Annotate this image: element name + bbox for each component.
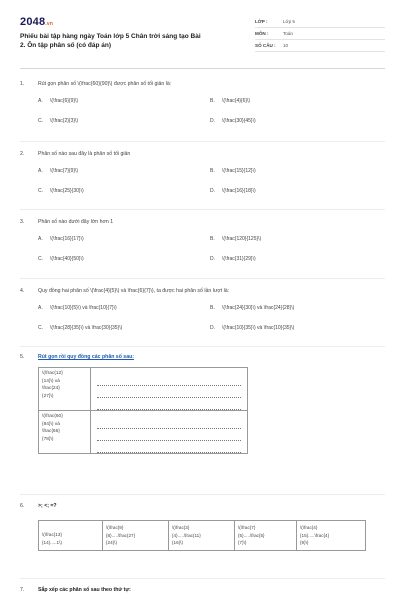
question-number: 5. bbox=[20, 354, 25, 360]
question-3 bbox=[20, 218, 385, 263]
option-text: \(\frac{28}{35}\) và \frac{30}{35}\) bbox=[50, 325, 123, 331]
cell-line: \(\frac{7} bbox=[238, 525, 256, 530]
option-letter: D. bbox=[210, 325, 215, 331]
cell-line: \(\frac{13} bbox=[42, 532, 62, 537]
header-divider bbox=[20, 68, 385, 69]
option-text: \(\frac{24}{30}\) và \frac{24}{28}\) bbox=[222, 305, 295, 311]
document-title-line-2: 2. Ôn tập phân số (có đáp án) bbox=[20, 42, 112, 49]
cell-line: \(\frac{3} bbox=[172, 525, 190, 530]
cell-line: {14}.....1\) bbox=[42, 539, 62, 545]
option-letter: B. bbox=[210, 168, 215, 174]
option-text: \(\frac{2}{3}\) bbox=[50, 118, 79, 124]
option-a[interactable] bbox=[38, 98, 210, 105]
document-title-line-1: Phiếu bài tập hàng ngày Toán lớp 5 Chân trời sáng tạo Bài bbox=[20, 33, 201, 40]
question-4 bbox=[20, 287, 385, 332]
compare-cell[interactable] bbox=[297, 521, 365, 550]
cell-line: {84}\) và bbox=[42, 421, 60, 427]
cell-line: {27}\) bbox=[42, 393, 54, 399]
question-text: Rút gọn rồi quy đồng các phân số sau: bbox=[38, 354, 134, 360]
option-text: \(\frac{31}{29}\) bbox=[222, 256, 256, 262]
option-letter: C. bbox=[38, 325, 43, 331]
cell-line: {4}.....\frac{11} bbox=[172, 532, 201, 538]
cell-line: \frac{66} bbox=[42, 429, 60, 434]
question-number: 4. bbox=[20, 288, 25, 294]
site-logo[interactable] bbox=[20, 16, 53, 28]
question-heading bbox=[20, 353, 385, 361]
logo-tld: .vn bbox=[45, 21, 54, 27]
cell-line: \frac{24} bbox=[42, 386, 60, 391]
question-heading bbox=[20, 80, 385, 88]
meta-key: MÔN : bbox=[255, 31, 269, 36]
option-d[interactable] bbox=[210, 325, 382, 332]
cell-line: {15}.....\frac{4} bbox=[300, 532, 330, 538]
option-c[interactable] bbox=[38, 256, 210, 263]
option-c[interactable] bbox=[38, 118, 210, 125]
option-a[interactable] bbox=[38, 305, 210, 312]
option-letter: C. bbox=[38, 118, 43, 124]
option-b[interactable] bbox=[210, 236, 382, 243]
option-b[interactable] bbox=[210, 98, 382, 105]
meta-key: LỚP : bbox=[255, 19, 268, 24]
option-text: \(\frac{120}{125}\) bbox=[222, 236, 262, 242]
option-d[interactable] bbox=[210, 118, 382, 125]
meta-value: Toán bbox=[283, 31, 293, 36]
option-d[interactable] bbox=[210, 188, 382, 195]
table-row bbox=[39, 411, 247, 453]
cell-line: {24}\) bbox=[106, 540, 117, 545]
question-divider bbox=[20, 209, 385, 210]
option-c[interactable] bbox=[38, 188, 210, 195]
option-text: \(\frac{10}{5}\) và \frac{10}{7}\) bbox=[50, 305, 117, 311]
cell-line: \(\frac{9} bbox=[106, 525, 124, 530]
compare-cell[interactable] bbox=[39, 521, 103, 550]
cell-line: \(\frac{4} bbox=[300, 525, 318, 530]
option-b[interactable] bbox=[210, 305, 382, 312]
fraction-pair-cell bbox=[39, 411, 91, 453]
option-letter: A. bbox=[38, 168, 43, 174]
option-a[interactable] bbox=[38, 168, 210, 175]
option-letter: C. bbox=[38, 256, 43, 262]
option-text: \(\frac{30}{45}\) bbox=[222, 118, 256, 124]
cell-line: {8}.....\frac{27} bbox=[106, 532, 136, 538]
answer-options bbox=[38, 168, 385, 195]
meta-value: Lớp 5 bbox=[283, 19, 295, 24]
question-6 bbox=[20, 502, 385, 510]
answer-options bbox=[38, 305, 385, 332]
option-a[interactable] bbox=[38, 236, 210, 243]
option-letter: B. bbox=[210, 236, 215, 242]
question-heading bbox=[20, 150, 385, 158]
question-heading bbox=[20, 502, 385, 510]
question-2 bbox=[20, 150, 385, 195]
question-number: 3. bbox=[20, 219, 25, 225]
cell-line: {7}\) bbox=[238, 540, 247, 545]
option-letter: A. bbox=[38, 305, 43, 311]
question-text: Rút gọn phân số \(\frac{60}{90}\) được phân số tối giản là: bbox=[38, 81, 172, 87]
option-text: \(\frac{16}{18}\) bbox=[222, 188, 256, 194]
dotted-line bbox=[97, 441, 241, 453]
option-letter: D. bbox=[210, 118, 215, 124]
option-text: \(\frac{40}{50}\) bbox=[50, 256, 84, 262]
question-5 bbox=[20, 353, 385, 361]
table-row bbox=[39, 368, 247, 411]
option-letter: A. bbox=[38, 98, 43, 104]
question-divider bbox=[20, 494, 385, 495]
compare-cell[interactable] bbox=[103, 521, 169, 550]
cell-line: {9}\) bbox=[300, 540, 309, 545]
option-letter: D. bbox=[210, 188, 215, 194]
answer-options bbox=[38, 98, 385, 125]
cell-line: \(\frac{60} bbox=[42, 414, 63, 419]
question-divider bbox=[20, 141, 385, 142]
answer-lines[interactable] bbox=[91, 411, 247, 453]
compare-cell[interactable] bbox=[169, 521, 235, 550]
option-text: \(\frac{7}{9}\) bbox=[50, 168, 79, 174]
answer-lines[interactable] bbox=[91, 368, 247, 410]
option-c[interactable] bbox=[38, 325, 210, 332]
option-letter: B. bbox=[210, 98, 215, 104]
question-heading bbox=[20, 287, 385, 295]
document-title bbox=[20, 32, 240, 50]
answer-options bbox=[38, 236, 385, 263]
question-number: 2. bbox=[20, 151, 25, 157]
option-letter: A. bbox=[38, 236, 43, 242]
compare-table bbox=[38, 520, 366, 551]
question-heading bbox=[20, 586, 385, 594]
cell-line: {14}\) và bbox=[42, 378, 60, 384]
cell-line: \(\frac{12} bbox=[42, 371, 63, 376]
dotted-line bbox=[97, 429, 241, 441]
compare-cell[interactable] bbox=[235, 521, 297, 550]
question-heading bbox=[20, 218, 385, 226]
meta-row-question-count bbox=[255, 40, 385, 52]
meta-key: SỐ CÂU : bbox=[255, 43, 276, 48]
dotted-line bbox=[97, 374, 241, 386]
option-letter: D. bbox=[210, 256, 215, 262]
question-text: Quy đồng hai phân số \(\frac{4}{5}\) và \frac{6}{7}\), ta được hai phân số lần lượt là: bbox=[38, 288, 230, 294]
simplify-table bbox=[38, 367, 248, 454]
question-divider bbox=[20, 278, 385, 279]
option-d[interactable] bbox=[210, 256, 382, 263]
option-text: \(\frac{6}{9}\) bbox=[50, 98, 79, 104]
dotted-line bbox=[97, 386, 241, 398]
meta-row-subject bbox=[255, 28, 385, 40]
option-letter: C. bbox=[38, 188, 43, 194]
option-text: \(\frac{16}{17}\) bbox=[50, 236, 84, 242]
question-1 bbox=[20, 80, 385, 125]
question-number: 6. bbox=[20, 503, 25, 509]
question-7 bbox=[20, 586, 385, 594]
question-divider bbox=[20, 346, 385, 347]
question-number: 7. bbox=[20, 587, 25, 593]
option-text: \(\frac{10}{35}\) và \frac{10}{35}\) bbox=[222, 325, 295, 331]
document-meta bbox=[255, 16, 385, 52]
question-number: 1. bbox=[20, 81, 25, 87]
option-b[interactable] bbox=[210, 168, 382, 175]
fraction-pair-cell bbox=[39, 368, 91, 410]
question-text: Phân số nào sau đây là phân số tối giản bbox=[38, 151, 131, 157]
option-letter: B. bbox=[210, 305, 215, 311]
option-text: \(\frac{25}{30}\) bbox=[50, 188, 84, 194]
cell-line: {78}\) bbox=[42, 436, 54, 442]
meta-row-class bbox=[255, 16, 385, 28]
question-divider bbox=[20, 578, 385, 579]
question-text: Phân số nào dưới đây lớn hơn 1 bbox=[38, 219, 114, 225]
cell-line: {16}\) bbox=[172, 540, 183, 545]
dotted-line bbox=[97, 398, 241, 410]
meta-value: 10 bbox=[283, 43, 289, 48]
dotted-line bbox=[97, 417, 241, 429]
option-text: \(\frac{15}{12}\) bbox=[222, 168, 256, 174]
question-text: Sắp xếp các phân số sau theo thứ tự: bbox=[38, 587, 131, 593]
option-text: \(\frac{4}{6}\) bbox=[222, 98, 251, 104]
cell-line: {5}.....\frac{5} bbox=[238, 532, 265, 538]
logo-main: 2048 bbox=[20, 16, 46, 28]
question-text: >; <; =? bbox=[38, 503, 57, 509]
